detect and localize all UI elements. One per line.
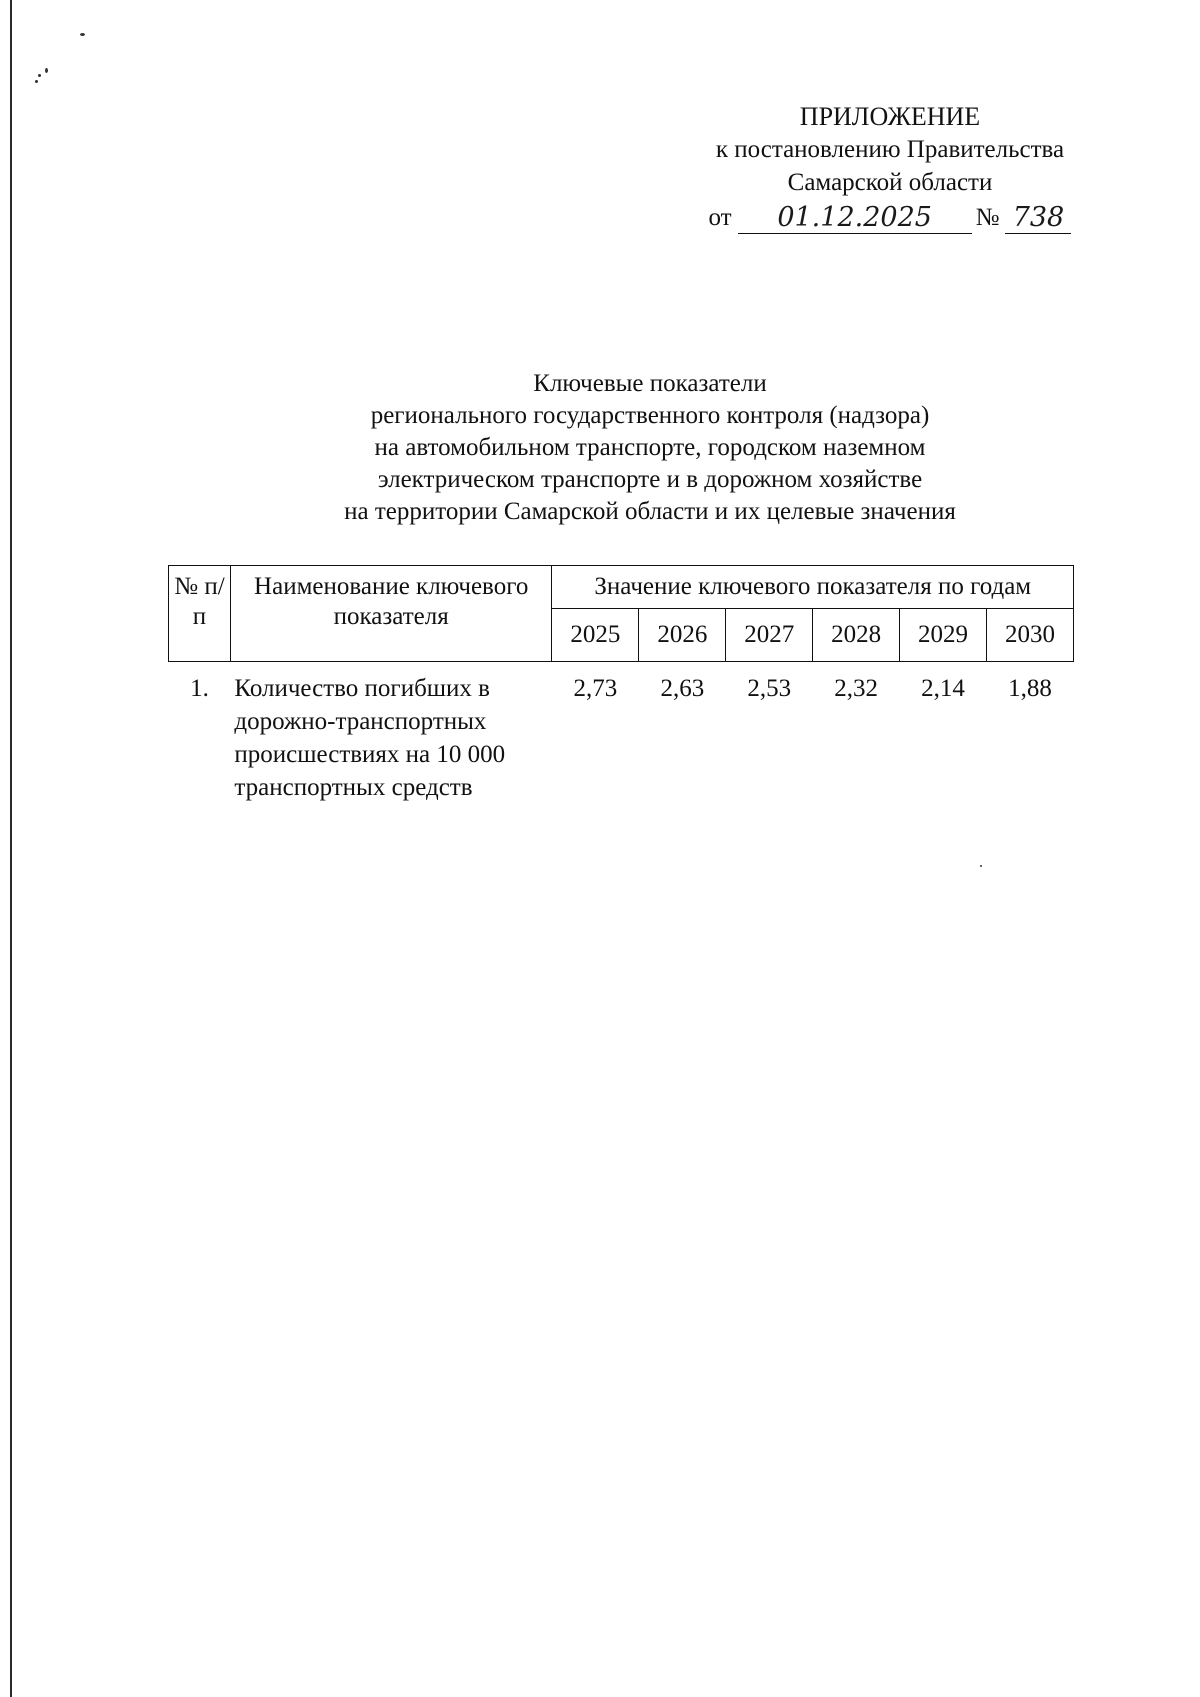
row-value: 2,32 (834, 675, 879, 702)
title-line: электрическом транспорте и в дорожном хозяйстве (377, 466, 923, 493)
row-value: 2,73 (573, 675, 618, 702)
header-year: 2026 (639, 609, 726, 662)
header-number: № п/п (169, 566, 231, 662)
title-line: Ключевые показатели (533, 370, 767, 397)
scan-speck (35, 80, 38, 83)
appendix-date-line (650, 201, 1130, 234)
header-values-by-year: Значение ключевого показателя по годам (552, 566, 1074, 609)
title-line: регионального государственного контроля (надзора) (370, 402, 930, 429)
header-year: 2025 (552, 609, 639, 662)
indicators-table (168, 565, 1074, 804)
header-year: 2027 (726, 609, 813, 662)
handwritten-number: 738 (1005, 203, 1071, 234)
header-indicator-name: Наименование ключевого показателя (230, 566, 552, 662)
table-row (169, 662, 1074, 805)
row-value: 2,14 (921, 675, 965, 702)
scan-speck (980, 865, 982, 867)
appendix-block (650, 100, 1130, 234)
appendix-heading: ПРИЛОЖЕНИЕ (799, 102, 981, 131)
row-value: 2,63 (660, 675, 705, 702)
appendix-line-2: Самарской области (787, 169, 993, 196)
row-number: 1. (190, 675, 209, 702)
number-sign: № (975, 204, 1000, 231)
header-year: 2028 (813, 609, 900, 662)
appendix-line-1: к постановлению Правительства (715, 136, 1065, 163)
scan-speck (38, 74, 41, 77)
title-line: на территории Самарской области и их целевые значения (344, 498, 956, 525)
scan-speck (80, 33, 85, 36)
scan-edge-line (10, 0, 12, 1697)
title-line: на автомобильном транспорте, городском наземном (374, 434, 926, 461)
handwritten-date: 01.12.2025 (738, 203, 972, 234)
date-prefix: от (708, 204, 732, 231)
document-title (170, 368, 1130, 528)
header-year: 2029 (900, 609, 987, 662)
header-year: 2030 (987, 609, 1074, 662)
row-value: 2,53 (747, 675, 792, 702)
row-indicator-name: Количество погибших в дорожно-транспортных происшествиях на 10 000 транспортных средств (234, 675, 506, 801)
scan-speck (45, 68, 48, 73)
row-value: 1,88 (1008, 675, 1052, 702)
table-header-row (169, 566, 1074, 609)
